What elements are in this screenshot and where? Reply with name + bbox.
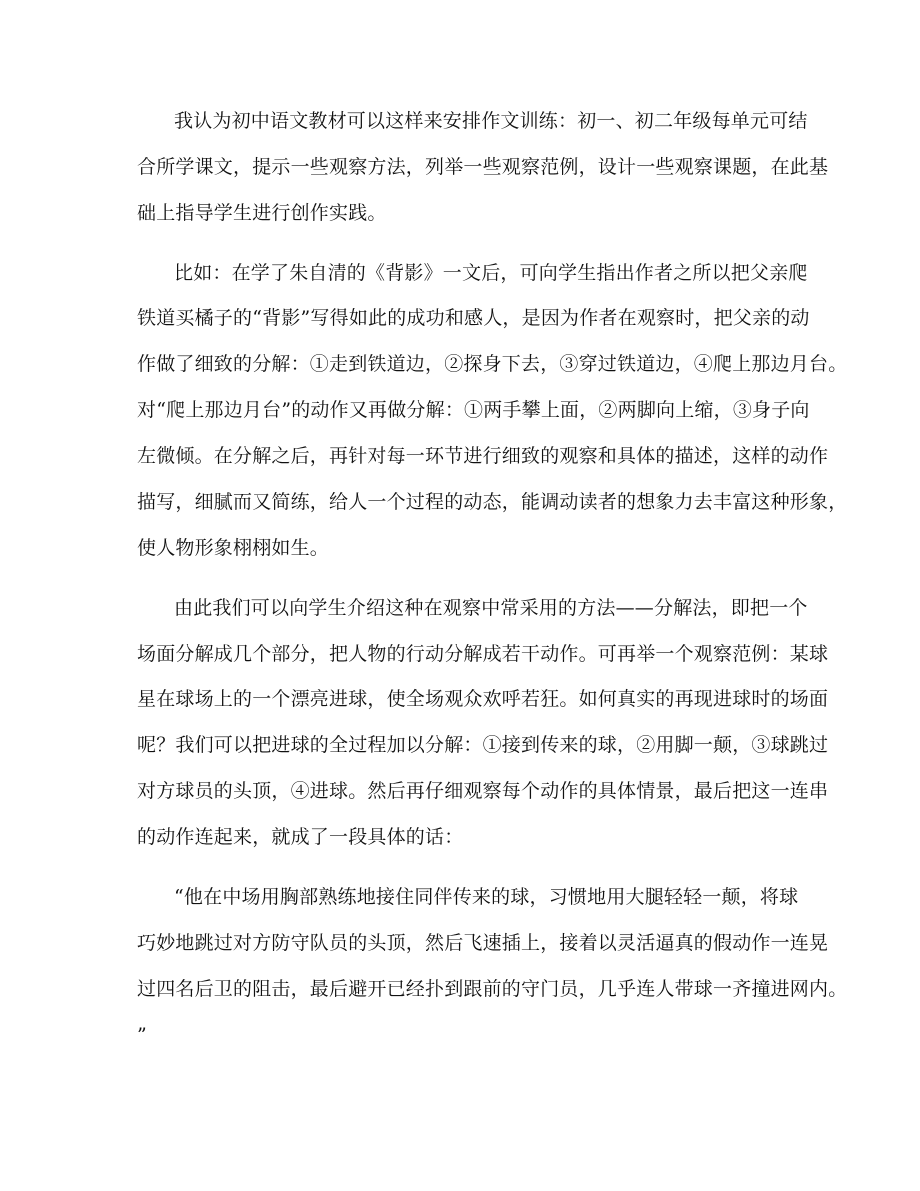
paragraph-4-line-4: ” <box>137 1024 147 1046</box>
paragraph-2-line-6: 描写，细腻而又简练，给人一个过程的动态，能调动读者的想象力去丰富这种形象， <box>137 491 848 513</box>
paragraph-2-line-5: 左微倾。在分解之后，再针对每一环节进行细致的观察和具体的描述，这样的动作 <box>137 445 829 467</box>
paragraph-1-line-3: 础上指导学生进行创作实践。 <box>137 202 387 224</box>
paragraph-1-line-1: 我认为初中语文教材可以这样来安排作文训练：初一、初二年级每单元可结 <box>174 110 808 132</box>
paragraph-4-line-1: “他在中场用胸部熟练地接住同伴传来的球，习惯地用大腿轻轻一颠，将球 <box>174 886 799 908</box>
paragraph-2-line-1: 比如：在学了朱自清的《背影》一文后，可向学生指出作者之所以把父亲爬 <box>174 262 808 284</box>
paragraph-4-line-3: 过四名后卫的阻击，最后避开已经扑到跟前的守门员，几乎连人带球一齐撞进网内。 <box>137 978 848 1000</box>
paragraph-3-line-3: 星在球场上的一个漂亮进球，使全场观众欢呼若狂。如何真实的再现进球时的场面 <box>137 688 829 710</box>
paragraph-2-line-7: 使人物形象栩栩如生。 <box>137 537 330 559</box>
paragraph-3-line-5: 对方球员的头顶，④进球。然后再仔细观察每个动作的具体情景，最后把这一连串 <box>137 780 829 802</box>
paragraph-2-line-2: 铁道买橘子的“背影”写得如此的成功和感人，是因为作者在观察时，把父亲的动 <box>137 307 810 329</box>
paragraph-3-line-6: 的动作连起来，就成了一段具体的话： <box>137 826 464 848</box>
paragraph-2-line-4: 对“爬上那边月台”的动作又再做分解：①两手攀上面，②两脚向上缩，③身子向 <box>137 399 810 421</box>
paragraph-1-line-2: 合所学课文，提示一些观察方法，列举一些观察范例，设计一些观察课题，在此基 <box>137 156 829 178</box>
paragraph-4-line-2: 巧妙地跳过对方防守队员的头顶，然后飞速插上，接着以灵活逼真的假动作一连晃 <box>137 932 829 954</box>
paragraph-3-line-4: 呢？我们可以把进球的全过程加以分解：①接到传来的球，②用脚一颠，③球跳过 <box>137 734 829 756</box>
paragraph-3-line-1: 由此我们可以向学生介绍这种在观察中常采用的方法——分解法，即把一个 <box>174 597 808 619</box>
paragraph-2-line-3: 作做了细致的分解：①走到铁道边，②探身下去，③穿过铁道边，④爬上那边月台。 <box>137 353 848 375</box>
paragraph-3-line-2: 场面分解成几个部分，把人物的行动分解成若干动作。可再举一个观察范例：某球 <box>137 643 829 665</box>
